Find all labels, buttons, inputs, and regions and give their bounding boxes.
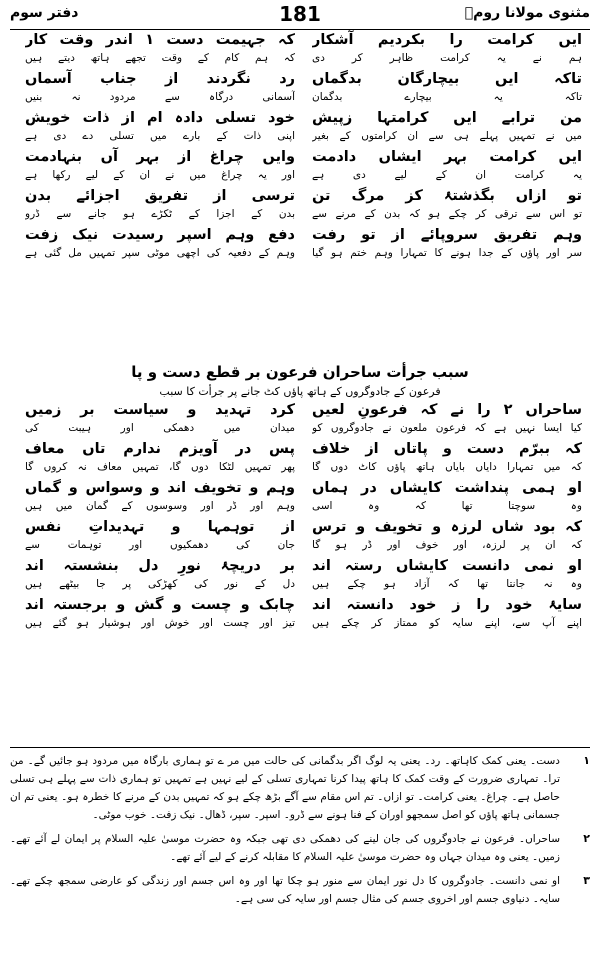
second-hemistich xyxy=(25,108,295,147)
second-hemistich xyxy=(25,478,295,517)
first-hemistich xyxy=(312,69,582,108)
persian-verse: رد نگردند از جناب آسماں xyxy=(25,71,295,87)
urdu-translation: اپنے آپ سے، اپنے سایہ کو ممتاز کر چکے ہیں xyxy=(312,617,582,629)
couplet xyxy=(10,108,590,147)
persian-verse: خود تسلی دادہ ام از ذات خویش xyxy=(25,110,295,126)
second-hemistich xyxy=(25,147,295,186)
footnotes xyxy=(10,752,590,914)
book-title: مثنوی مولانا رومؒ xyxy=(464,5,590,21)
urdu-translation: اپنی ذات کے بارے میں تسلی دے دی ہے xyxy=(25,130,295,142)
urdu-translation: تو اس سے ترقی کر چکے ہو کہ بدن کے مرنے سے xyxy=(312,208,582,220)
urdu-translation: وہم اور ڈر اور وسوسوں کے گمان میں ہیں xyxy=(25,500,295,512)
footnote xyxy=(10,872,590,908)
couplet xyxy=(10,186,590,225)
first-hemistich xyxy=(312,556,582,595)
urdu-translation: سر اور پاؤں کے جدا ہونے کا تمہارا وہم ختم ہو گیا xyxy=(312,247,582,259)
section-subheading: فرعون کے جادوگروں کے ہاتھ پاؤں کٹ جانے پر جرأت کا سبب xyxy=(159,385,441,398)
urdu-translation: وہ نہ جانتا تھا کہ آزاد ہو چکے ہیں xyxy=(312,578,582,590)
couplet xyxy=(10,225,590,264)
footnote xyxy=(10,752,590,824)
footnote-text: او نمی دانست۔ جادوگروں کا دل نور ایمان سے منور ہو چکا تھا اور وہ اس جسم اور زندگی کو عارضی سمجھ چکے تھے۔ سایہ۔ دنیاوی جسم اور اخروی جسم کی مثال جسم اور سایہ کی سی ہے۔ xyxy=(10,875,560,905)
couplet xyxy=(10,517,590,556)
first-hemistich xyxy=(312,186,582,225)
second-hemistich xyxy=(25,69,295,108)
persian-verse: وہم تفریق سروپائے از تو رفت xyxy=(312,227,582,243)
urdu-translation: اور یہ چراغ میں نے ان کے لیے رکھا ہے xyxy=(25,169,295,181)
footnote-number: ۲ xyxy=(583,832,590,845)
persian-verse: ترسی از تفریق اجزائے بدن xyxy=(25,188,295,204)
footnote-rule xyxy=(10,747,590,748)
persian-verse: او ہمی پنداشت کایشاں در ہماں xyxy=(312,480,582,496)
couplet xyxy=(10,595,590,634)
urdu-translation: کہ ان پر لرزہ، اور خوف اور ڈر ہو گا xyxy=(312,539,582,551)
persian-verse: ساحراں ۲ را نے کہ فرعونِ لعیں xyxy=(312,402,582,418)
persian-verse: دفع وہم اسپر رسیدت نیک زفت xyxy=(25,227,295,243)
first-hemistich xyxy=(312,439,582,478)
footnote-text: ساحراں۔ فرعون نے جادوگروں کی جان لینے کی دھمکی دی تھی جبکہ وہ حضرت موسیٰ علیہ السلام پر ایمان لے آئے تھے۔ زمیں۔ یعنی وہ میدان جہاں وہ حضرت موسیٰ علیہ السلام کا مقابلہ کرنے کے لیے آئے تھے۔ xyxy=(10,833,560,863)
footnote-number: ۳ xyxy=(583,874,590,887)
footnote xyxy=(10,830,590,866)
first-hemistich xyxy=(312,517,582,556)
persian-verse: کہ ببرّم دست و پاتاں از خلاف xyxy=(312,441,582,457)
persian-verse: کہ جہیمت دست ۱ اندر وقت کار xyxy=(25,32,295,48)
urdu-translation: میدان میں دھمکی اور ہیبت کی xyxy=(25,422,295,434)
persian-verse: وہم و تخویف اند و وسواس و گماں xyxy=(25,480,295,496)
urdu-translation: میں نے تمہیں پہلے ہی سے ان کرامتوں کے بغیر xyxy=(312,130,582,142)
couplet xyxy=(10,439,590,478)
urdu-translation: کیا ایسا نہیں ہے کہ فرعون ملعون نے جادوگروں کو xyxy=(312,422,582,434)
couplet xyxy=(10,556,590,595)
page-number: 181 xyxy=(279,2,321,26)
second-hemistich xyxy=(25,439,295,478)
persian-verse: ایں کرامت بہر ایشاں دادمت xyxy=(312,149,582,165)
first-hemistich xyxy=(312,108,582,147)
footnote-text: دست۔ یعنی کمک کاہاتھ۔ رد۔ یعنی یہ لوگ اگر بدگمانی کی حالت میں مر ے تو ہماری بارگاہ میں مردود ہو جائیں گے۔ من ترا۔ تمہاری ضرورت کے وقت کمک کا ہاتھ پیدا کرنا تمہاری تسلی کے لیے نہیں ہے تمہیں تو ہماری ذات سے پہلے ہی تسلی حاصل ہے۔ چراغ۔ یعنی کرامت۔ تو ازاں۔ تم اس مقام سے آگے بڑھ چکے ہو کہ تمہیں بدن کے مرنے کا خطرہ ہو۔ یعنی تم ان جسمانی ہاتھ پاؤں کو اصل سمجھو اوران کے فنا ہونے سے ڈرو۔ اسپر۔ سپر، ڈھال۔ نیک زفت۔ خوب موٹی۔ xyxy=(10,755,560,821)
section-heading: سبب جرأت ساحران فرعون بر قطع دست و پا xyxy=(131,363,469,381)
urdu-translation: کہ میں تمہارا دایاں بایاں ہاتھ پاؤں کاٹ دوں گا xyxy=(312,461,582,473)
second-hemistich xyxy=(25,517,295,556)
urdu-translation: پھر تمہیں لٹکا دوں گا، تمہیں معاف نہ کروں گا xyxy=(25,461,295,473)
couplet xyxy=(10,69,590,108)
couplets-block-2 xyxy=(10,400,590,634)
persian-verse: کہ بود شاں لرزہ و تخویف و ترس xyxy=(312,519,582,535)
first-hemistich xyxy=(312,595,582,634)
first-hemistich xyxy=(312,30,582,69)
urdu-translation: وہم کے دفعیہ کی اچھی موٹی سپر تمہیں مل گئی ہے xyxy=(25,247,295,259)
couplet xyxy=(10,400,590,439)
persian-verse: از توہمہا و تہدیداتِ نفس xyxy=(25,519,295,535)
volume-title: دفتر سوم xyxy=(10,5,79,21)
urdu-translation: تیز اور چست اور خوش اور ہوشیار ہو گئے ہیں xyxy=(25,617,295,629)
urdu-translation: دل کے نور کی کھڑکی پر جا بیٹھے ہیں xyxy=(25,578,295,590)
persian-verse: تاکہ ایں بیچارگان بدگماں xyxy=(312,71,582,87)
persian-verse: چابک و چست و گش و برجستہ اند xyxy=(25,597,295,613)
urdu-translation: آسمانی درگاہ سے مردود نہ بنیں xyxy=(25,91,295,103)
couplet xyxy=(10,147,590,186)
urdu-translation: یہ کرامت ان کے لیے دی ہے xyxy=(312,169,582,181)
first-hemistich xyxy=(312,478,582,517)
persian-verse: سایۂ خود را ز خود دانستہ اند xyxy=(312,597,582,613)
first-hemistich xyxy=(312,400,582,439)
couplet xyxy=(10,30,590,69)
urdu-translation: جان کی دھمکیوں اور توہمات سے xyxy=(25,539,295,551)
persian-verse: تو ازاں بگذشتۂ کز مرگ تن xyxy=(312,188,582,204)
urdu-translation: تاکہ یہ بیچارے بدگمان xyxy=(312,91,582,103)
persian-verse: او نمی دانست کایشاں رستہ اند xyxy=(312,558,582,574)
persian-verse: وایں چراغ از بہر آں بنہادمت xyxy=(25,149,295,165)
persian-verse: کرد تہدید و سیاست بر زمیں xyxy=(25,402,295,418)
second-hemistich xyxy=(25,225,295,264)
persian-verse: من ترابے ایں کرامتہا زپیش xyxy=(312,110,582,126)
persian-verse: پس در آویزم ندارم تاں معاف xyxy=(25,441,295,457)
second-hemistich xyxy=(25,556,295,595)
persian-verse: بر دریچۂ نورِ دل بنشستہ اند xyxy=(25,558,295,574)
footnote-number: ۱ xyxy=(583,754,590,767)
second-hemistich xyxy=(25,595,295,634)
second-hemistich xyxy=(25,30,295,69)
couplet xyxy=(10,478,590,517)
first-hemistich xyxy=(312,147,582,186)
first-hemistich xyxy=(312,225,582,264)
couplets-block-1 xyxy=(10,30,590,264)
urdu-translation: ہم نے یہ کرامت ظاہر کر دی xyxy=(312,52,582,64)
page-header xyxy=(10,3,590,27)
urdu-translation: بدن کے اجزا کے ٹکڑے ہو جانے سے ڈرو xyxy=(25,208,295,220)
urdu-translation: وہ سوچتا تھا کہ وہ اسی xyxy=(312,500,582,512)
persian-verse: ایں کرامت را بکردیم آشکار xyxy=(312,32,582,48)
second-hemistich xyxy=(25,186,295,225)
second-hemistich xyxy=(25,400,295,439)
urdu-translation: کہ ہم کام کے وقت تجھے ہاتھ دیتے ہیں xyxy=(25,52,295,64)
